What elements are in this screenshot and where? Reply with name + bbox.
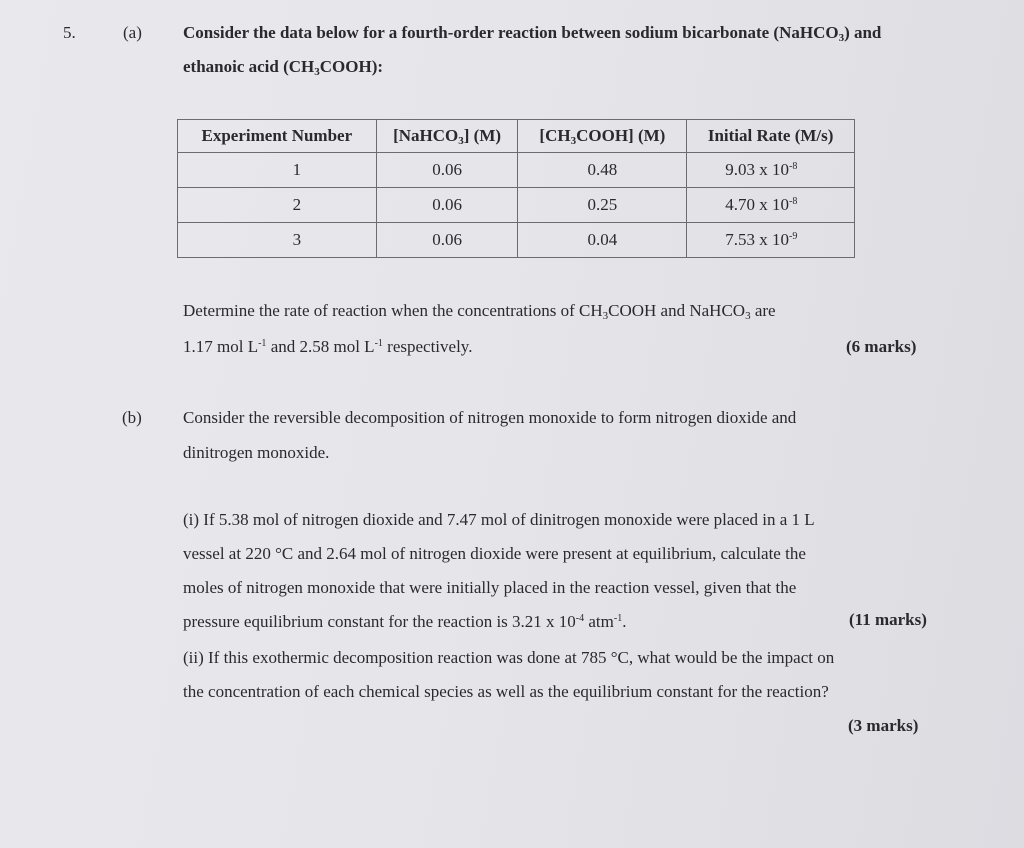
cell-ch3cooh: 0.04 — [518, 223, 687, 258]
table-row — [178, 188, 855, 223]
part-b-intro-line2: dinitrogen monoxide. — [183, 443, 330, 462]
part-b-ii-line1: (ii) If this exothermic decomposition reaction was done at 785 °C, what would be the impact on — [183, 648, 835, 667]
part-b-i-line4: pressure equilibrium constant for the reaction is 3.21 x $10^{-4}$ atm$^{-1}$. — [183, 612, 627, 631]
part-a-marks: (6 marks) — [846, 337, 917, 356]
part-b-i-line2: vessel at 220 °C and 2.64 mol of nitrogen dioxide were present at equilibrium, calculate the — [183, 544, 806, 563]
header-experiment-number: Experiment Number — [178, 120, 377, 153]
part-a-question-line2: 1.17 mol $L^{-1}$ and 2.58 mol $L^{-1}$ respectively. — [183, 337, 473, 356]
header-nahco3: [NaHCO$_3$] (M) — [376, 120, 518, 153]
header-ch3cooh: $[CH_3COOH]$ (M) — [518, 120, 687, 153]
cell-nahco3: 0.06 — [376, 153, 518, 188]
part-b-i-marks: (11 marks) — [849, 610, 927, 629]
part-a-intro-line2: ethanoic acid $(CH_3COOH)$: — [183, 57, 384, 78]
part-b-ii-marks: (3 marks) — [848, 716, 919, 735]
cell-rate: 9.03 x $10^{-8}$ — [687, 153, 855, 188]
part-a-question-line1: Determine the rate of reaction when the concentrations of $CH_3COOH$ and NaHCO$_3$ are — [183, 301, 776, 322]
question-number: 5. — [63, 23, 76, 42]
cell-rate: 7.53 x $10^{-9}$ — [687, 223, 855, 258]
cell-experiment: 2 — [178, 188, 377, 223]
cell-experiment: 3 — [178, 223, 377, 258]
part-b-i-line1: (i) If 5.38 mol of nitrogen dioxide and 7.47 mol of dinitrogen monoxide were placed in a 1 L — [183, 510, 815, 529]
cell-nahco3: 0.06 — [376, 188, 518, 223]
part-b-intro-line1: Consider the reversible decomposition of nitrogen monoxide to form nitrogen dioxide and — [183, 408, 797, 427]
header-initial-rate: Initial Rate (M/s) — [687, 120, 855, 153]
table-header-row — [178, 120, 855, 153]
cell-ch3cooh: 0.25 — [518, 188, 687, 223]
table-row — [178, 153, 855, 188]
cell-ch3cooh: 0.48 — [518, 153, 687, 188]
cell-experiment: 1 — [178, 153, 377, 188]
part-b-label: (b) — [122, 408, 142, 427]
part-b-i-line3: moles of nitrogen monoxide that were initially placed in the reaction vessel, given that the — [183, 578, 797, 597]
table-row — [178, 223, 855, 258]
part-b-ii-line2: the concentration of each chemical species as well as the equilibrium constant for the reaction? — [183, 682, 829, 701]
rate-data-table — [177, 119, 855, 258]
cell-rate: 4.70 x $10^{-8}$ — [687, 188, 855, 223]
part-a-label: (a) — [123, 23, 142, 42]
part-a-intro-line1: Consider the data below for a fourth-order reaction between sodium bicarbonate (NaHCO$_3$) and — [183, 23, 882, 44]
cell-nahco3: 0.06 — [376, 223, 518, 258]
